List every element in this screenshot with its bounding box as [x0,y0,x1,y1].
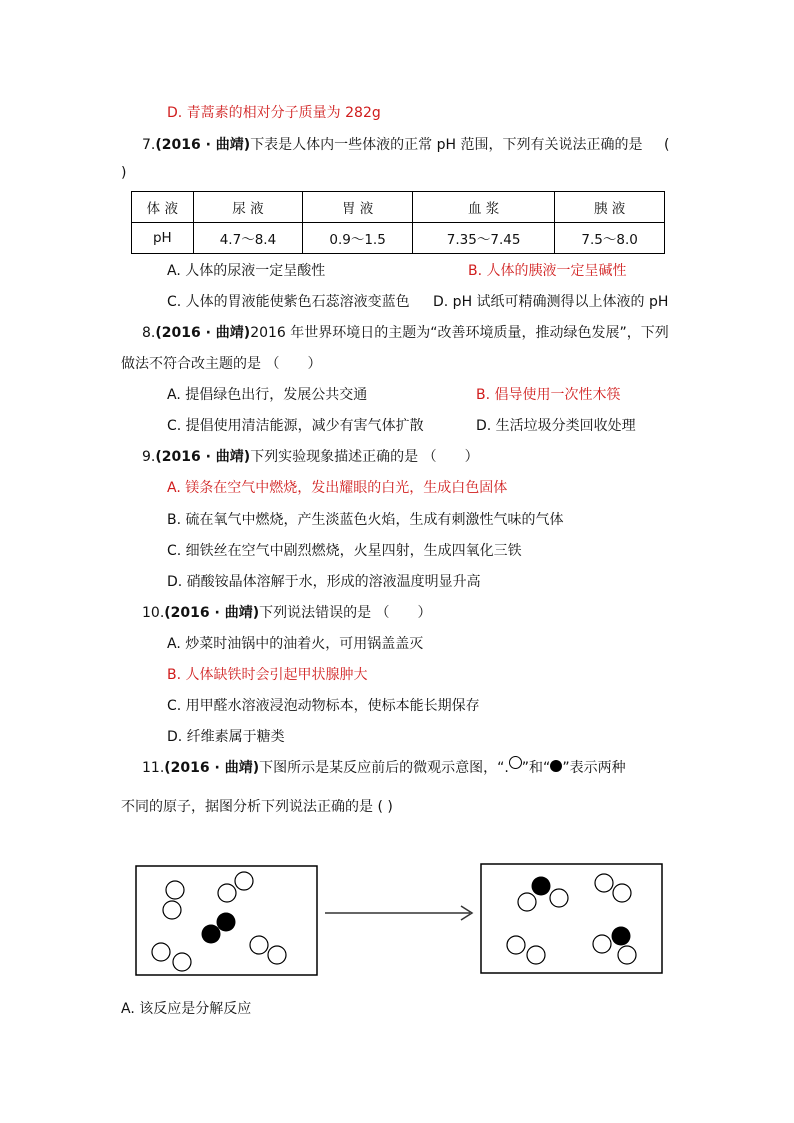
q6-option-d: D. 青蒿素的相对分子质量为 282g [167,105,381,121]
table-cell: pH [132,223,194,254]
q7-number: 7. [142,137,156,153]
q8-stem-line2: 做法不符合改主题的是 （ ） [121,356,322,372]
table-cell: 7.5～8.0 [555,223,665,254]
black-atom-icon [550,760,562,772]
q11-stem-text-c: ”表示两种 [562,760,626,776]
table-header-cell: 血 浆 [412,192,554,223]
q11-stem-text-b: ”和“ [521,760,551,776]
q11-option-a: A. 该反应是分解反应 [121,1001,252,1017]
table-cell: 7.35～7.45 [412,223,554,254]
table-row [132,192,665,223]
q8-source: (2016 · 曲靖) [155,325,251,341]
q10-option-a: A. 炒菜时油锅中的油着火，可用锅盖盖灭 [167,636,424,652]
table-cell: 4.7～8.4 [193,223,303,254]
q8-stem-line1 [142,323,669,343]
q7-paren-close: ) [121,165,127,181]
q7-stem-text: 下表是人体内一些体液的正常 pH 范围，下列有关说法正确的是 [250,137,643,153]
q7-source: (2016 · 曲靖) [155,137,251,153]
table-header-cell: 胃 液 [303,192,413,223]
white-atom-icon [509,756,522,769]
table-header-cell: 尿 液 [193,192,303,223]
reactants-box [136,866,317,975]
ph-table [131,191,665,254]
q10-number: 10. [142,605,165,621]
q10-source: (2016 · 曲靖) [164,605,260,621]
q10-option-b: B. 人体缺铁时会引起甲状腺肿大 [167,667,368,683]
q11-stem-text-a: 下图所示是某反应前后的微观示意图，“. [259,760,509,776]
q9-option-b: B. 硫在氧气中燃烧，产生淡蓝色火焰，生成有刺激性气味的气体 [167,512,564,528]
q9-stem-text: 下列实验现象描述正确的是 （ ） [250,449,479,465]
q10-option-d: D. 纤维素属于糖类 [167,729,285,745]
q8-option-c: C. 提倡使用清洁能源，减少有害气体扩散 [167,418,424,434]
q11-stem-line2: 不同的原子，据图分析下列说法正确的是 ( ) [121,799,393,815]
q10-stem-text: 下列说法错误的是 （ ） [259,605,432,621]
q7-stem [142,135,643,155]
products-box [481,864,662,973]
q7-option-d: D. pH 试纸可精确测得以上体液的 pH [433,294,669,310]
reaction-diagram [0,850,794,990]
q8-option-a: A. 提倡绿色出行，发展公共交通 [167,387,368,403]
q9-option-c: C. 细铁丝在空气中剧烈燃烧，火星四射，生成四氧化三铁 [167,543,522,559]
table-row [132,223,665,254]
q11-number: 11. [142,760,165,776]
q7-paren-open: ( [664,137,670,153]
q7-option-c: C. 人体的胃液能使紫色石蕊溶液变蓝色 [167,294,410,310]
q8-stem-text: 2016 年世界环境日的主题为“改善环境质量，推动绿色发展”，下列 [250,325,669,341]
q11-stem-line1 [142,758,626,778]
reaction-arrow [325,906,472,920]
q9-option-d: D. 硝酸铵晶体溶解于水，形成的溶液温度明显升高 [167,574,481,590]
q9-stem [142,447,479,467]
q8-number: 8. [142,325,156,341]
q9-number: 9. [142,449,156,465]
q11-source: (2016 · 曲靖) [164,760,260,776]
table-cell: 0.9～1.5 [303,223,413,254]
table-header-cell: 胰 液 [555,192,665,223]
q8-option-b: B. 倡导使用一次性木筷 [476,387,621,403]
q10-stem [142,603,432,623]
q9-option-a: A. 镁条在空气中燃烧，发出耀眼的白光，生成白色固体 [167,480,508,496]
q10-option-c: C. 用甲醛水溶液浸泡动物标本，使标本能长期保存 [167,698,480,714]
q7-option-b: B. 人体的胰液一定呈碱性 [468,263,627,279]
q7-option-a: A. 人体的尿液一定呈酸性 [167,263,326,279]
q9-source: (2016 · 曲靖) [155,449,251,465]
q8-option-d: D. 生活垃圾分类回收处理 [476,418,636,434]
table-header-cell: 体 液 [132,192,194,223]
